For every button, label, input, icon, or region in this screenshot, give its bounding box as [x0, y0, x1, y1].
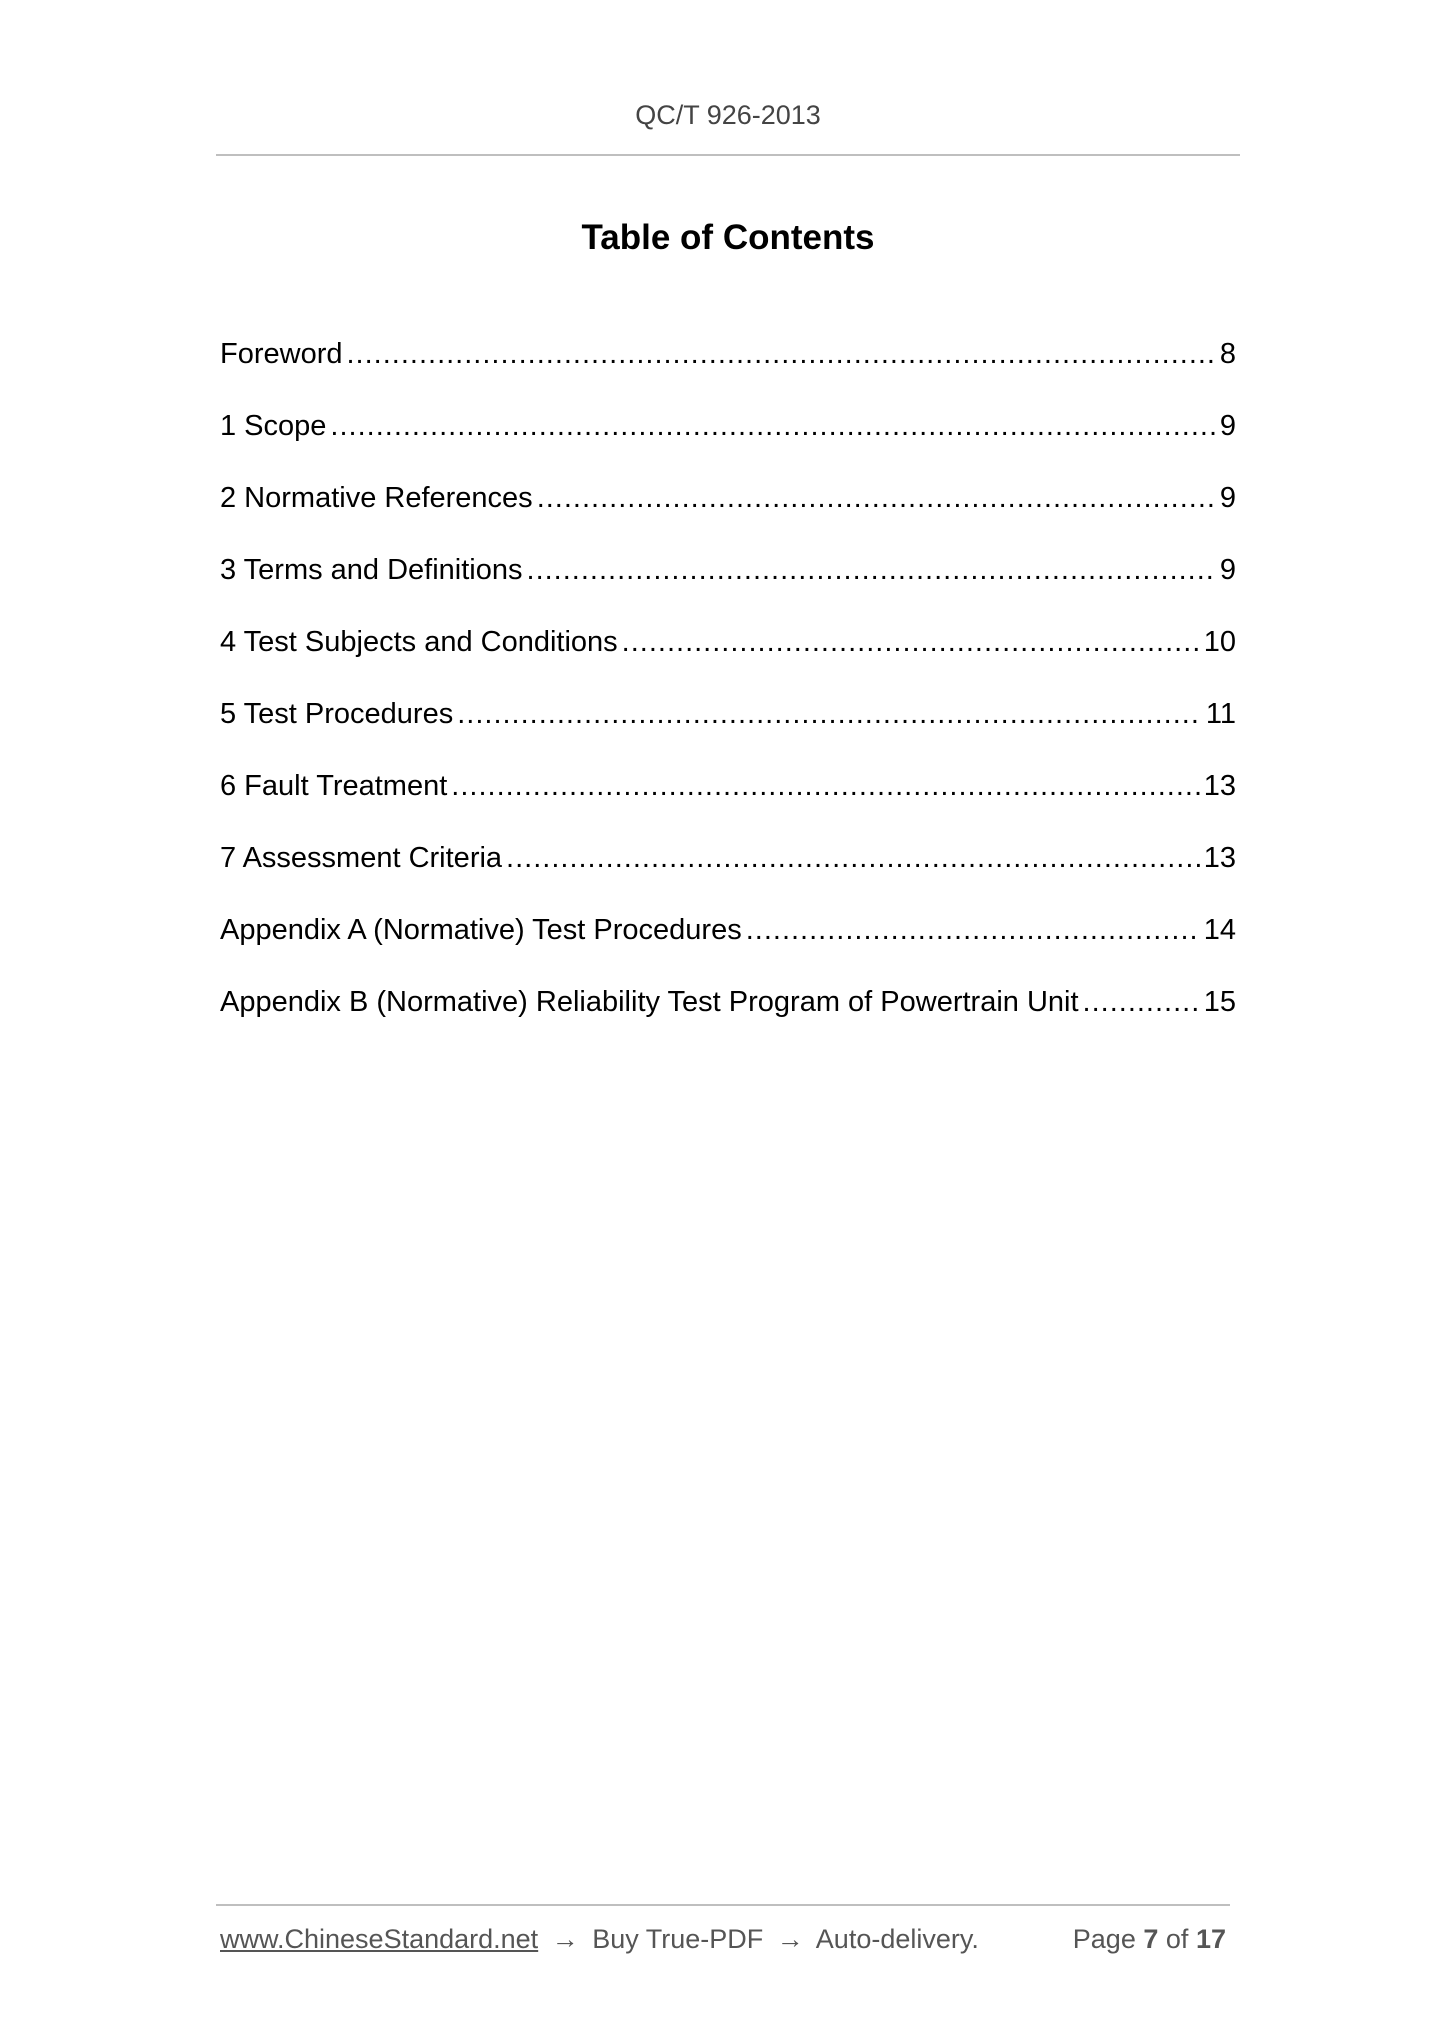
toc-entry-test-procedures[interactable] [220, 698, 1236, 770]
toc-dot-leader [1083, 986, 1200, 1019]
right-arrow-icon: → [551, 1924, 579, 1954]
toc-dot-leader [330, 410, 1215, 443]
footer-promo [220, 1924, 979, 1955]
toc-page-number: 10 [1203, 626, 1236, 658]
toc-page-number: 11 [1205, 698, 1236, 730]
buy-pdf-text: Buy True-PDF [592, 1924, 764, 1954]
toc-entry-normative-references[interactable] [220, 482, 1236, 554]
toc-entry-label: 4 Test Subjects and Conditions [220, 626, 618, 658]
toc-entry-label: Appendix B (Normative) Reliability Test Program of Powertrain Unit [220, 986, 1079, 1018]
toc-page-number: 14 [1203, 914, 1236, 946]
running-header [216, 100, 1240, 131]
toc-dot-leader [506, 842, 1200, 875]
website-link[interactable]: www.ChineseStandard.net [220, 1924, 539, 1954]
table-of-contents [220, 338, 1236, 1058]
toc-page-number: 9 [1219, 482, 1236, 514]
toc-entry-label: 3 Terms and Definitions [220, 554, 523, 586]
toc-page-number: 13 [1203, 842, 1236, 874]
total-pages-number: 17 [1195, 1924, 1226, 1954]
toc-dot-leader [451, 770, 1199, 803]
toc-entry-label: 7 Assessment Criteria [220, 842, 503, 874]
standard-code: QC/T 926-2013 [635, 100, 821, 130]
toc-entry-appendix-b[interactable] [220, 986, 1236, 1058]
toc-dot-leader [537, 482, 1216, 515]
footer-divider [216, 1904, 1230, 1906]
toc-entry-assessment-criteria[interactable] [220, 842, 1236, 914]
toc-entry-appendix-a[interactable] [220, 914, 1236, 986]
toc-page-number: 8 [1219, 338, 1236, 370]
toc-entry-label: 6 Fault Treatment [220, 770, 448, 802]
toc-dot-leader [527, 554, 1216, 587]
toc-entry-label: Foreword [220, 338, 343, 370]
toc-dot-leader [347, 338, 1216, 371]
page-title: Table of Contents [581, 218, 875, 257]
toc-page-number: 13 [1203, 770, 1236, 802]
toc-dot-leader [746, 914, 1200, 947]
toc-dot-leader [457, 698, 1202, 731]
toc-page-number: 15 [1203, 986, 1236, 1018]
toc-entry-fault-treatment[interactable] [220, 770, 1236, 842]
toc-page-number: 9 [1219, 410, 1236, 442]
toc-entry-label: 2 Normative References [220, 482, 533, 514]
toc-entry-label: 1 Scope [220, 410, 327, 442]
toc-dot-leader [622, 626, 1200, 659]
toc-entry-test-subjects[interactable] [220, 626, 1236, 698]
toc-entry-label: 5 Test Procedures [220, 698, 454, 730]
page-word: Page [1072, 1924, 1136, 1954]
toc-entry-terms-and-definitions[interactable] [220, 554, 1236, 626]
delivery-text: Auto-delivery. [815, 1924, 979, 1954]
of-word: of [1165, 1924, 1189, 1954]
toc-entry-label: Appendix A (Normative) Test Procedures [220, 914, 742, 946]
header-divider [216, 154, 1240, 156]
toc-entry-foreword[interactable] [220, 338, 1236, 410]
right-arrow-icon: → [776, 1924, 804, 1954]
toc-page-number: 9 [1219, 554, 1236, 586]
current-page-number: 7 [1143, 1924, 1159, 1954]
page-counter [1073, 1924, 1226, 1955]
toc-entry-scope[interactable] [220, 410, 1236, 482]
